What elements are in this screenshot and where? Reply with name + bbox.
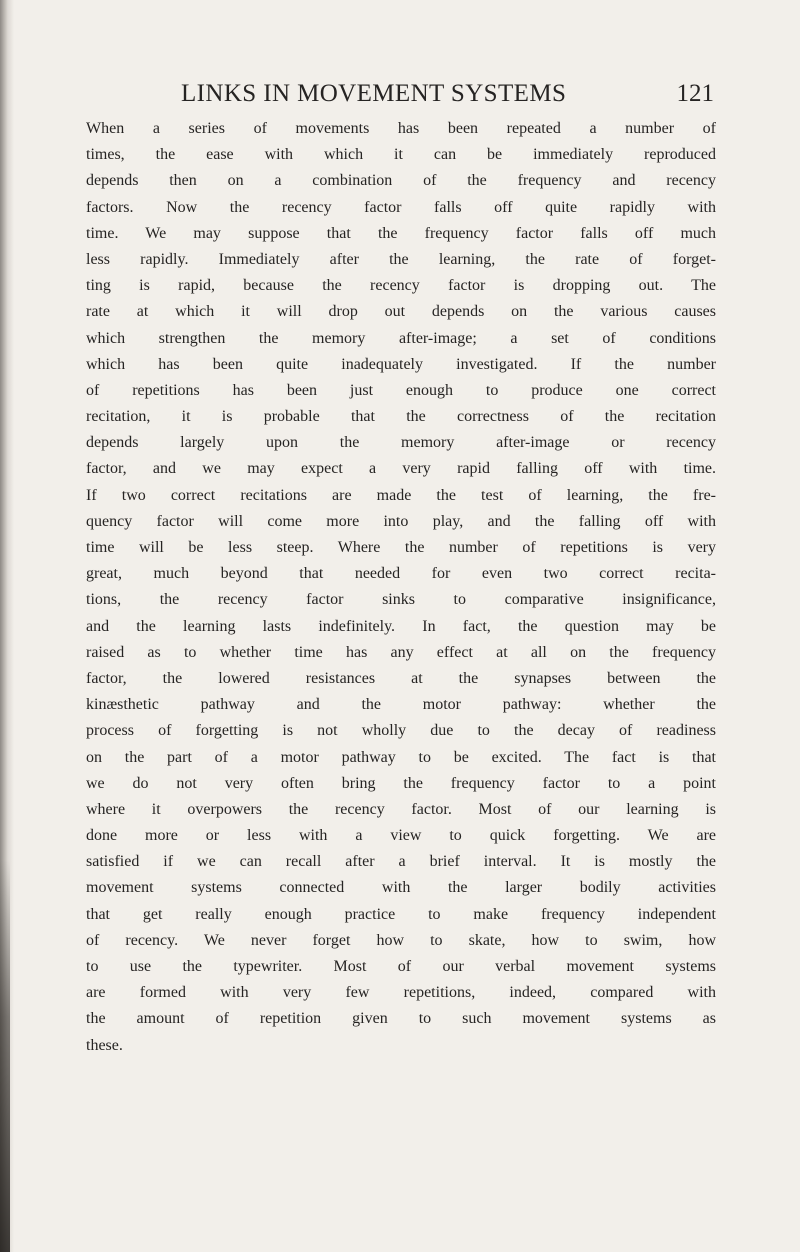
text-line: these. bbox=[86, 1036, 123, 1054]
text-line: time will be less steep. Where the number of repetitions is very bbox=[86, 539, 716, 556]
text-line: we do not very often bring the frequency factor to a point bbox=[86, 774, 716, 792]
text-line: on the part of a motor pathway to be excited. The fact is that bbox=[86, 748, 716, 766]
running-head: LINKS IN MOVEMENT SYSTEMS bbox=[181, 80, 567, 107]
text-line: factors. Now the recency factor falls off quite rapidly with bbox=[86, 198, 716, 216]
text-line: factor, the lowered resistances at the synapses between the bbox=[86, 669, 716, 687]
text-line: are formed with very few repetitions, indeed, compared with bbox=[86, 984, 716, 1002]
text-line: which strengthen the memory after-image; a set of conditions bbox=[86, 329, 716, 347]
text-line: where it overpowers the recency factor. Most of our learning is bbox=[86, 800, 716, 818]
text-line: times, the ease with which it can be immediately reproduced bbox=[86, 146, 716, 164]
page-header bbox=[181, 80, 714, 114]
text-line: factor, and we may expect a very rapid falling off with time. bbox=[86, 460, 716, 478]
text-line: which has been quite inadequately investigated. If the number bbox=[86, 355, 716, 373]
body-paragraph bbox=[86, 120, 716, 1063]
text-line: depends then on a combination of the frequency and recency bbox=[86, 172, 716, 190]
text-line: quency factor will come more into play, and the falling off with bbox=[86, 512, 716, 530]
page-number: 121 bbox=[676, 80, 714, 107]
text-line: rate at which it will drop out depends on the various causes bbox=[86, 303, 716, 321]
text-line: the amount of repetition given to such movement systems as bbox=[86, 1010, 716, 1028]
text-line: and the learning lasts indefinitely. In fact, the question may be bbox=[86, 617, 716, 635]
text-line: of repetitions has been just enough to produce one correct bbox=[86, 381, 716, 399]
text-line: recitation, it is probable that the correctness of the recitation bbox=[86, 408, 716, 426]
text-line: ting is rapid, because the recency factor is dropping out. The bbox=[86, 277, 716, 295]
text-line: tions, the recency factor sinks to comparative insignificance, bbox=[86, 591, 716, 609]
page-edge-shadow bbox=[0, 860, 10, 1252]
text-line: When a series of movements has been repeated a number of bbox=[86, 120, 716, 137]
text-line: depends largely upon the memory after-image or recency bbox=[86, 434, 716, 452]
text-line: If two correct recitations are made the test of learning, the fre- bbox=[86, 486, 716, 504]
text-line: kinæsthetic pathway and the motor pathway: whether the bbox=[86, 696, 716, 714]
text-line: movement systems connected with the larger bodily activities bbox=[86, 879, 716, 897]
text-line: great, much beyond that needed for even two correct recita- bbox=[86, 565, 716, 583]
text-line: done more or less with a view to quick forgetting. We are bbox=[86, 827, 716, 845]
text-line: time. We may suppose that the frequency factor falls off much bbox=[86, 224, 716, 242]
text-line: process of forgetting is not wholly due to the decay of readiness bbox=[86, 722, 716, 740]
text-line: less rapidly. Immediately after the learning, the rate of forget- bbox=[86, 250, 716, 268]
text-line: raised as to whether time has any effect at all on the frequency bbox=[86, 643, 716, 661]
text-line: satisfied if we can recall after a brief interval. It is mostly the bbox=[86, 853, 716, 871]
text-line: that get really enough practice to make frequency independent bbox=[86, 905, 716, 923]
text-line: to use the typewriter. Most of our verbal movement systems bbox=[86, 958, 716, 975]
text-line: of recency. We never forget how to skate, how to swim, how bbox=[86, 931, 716, 949]
